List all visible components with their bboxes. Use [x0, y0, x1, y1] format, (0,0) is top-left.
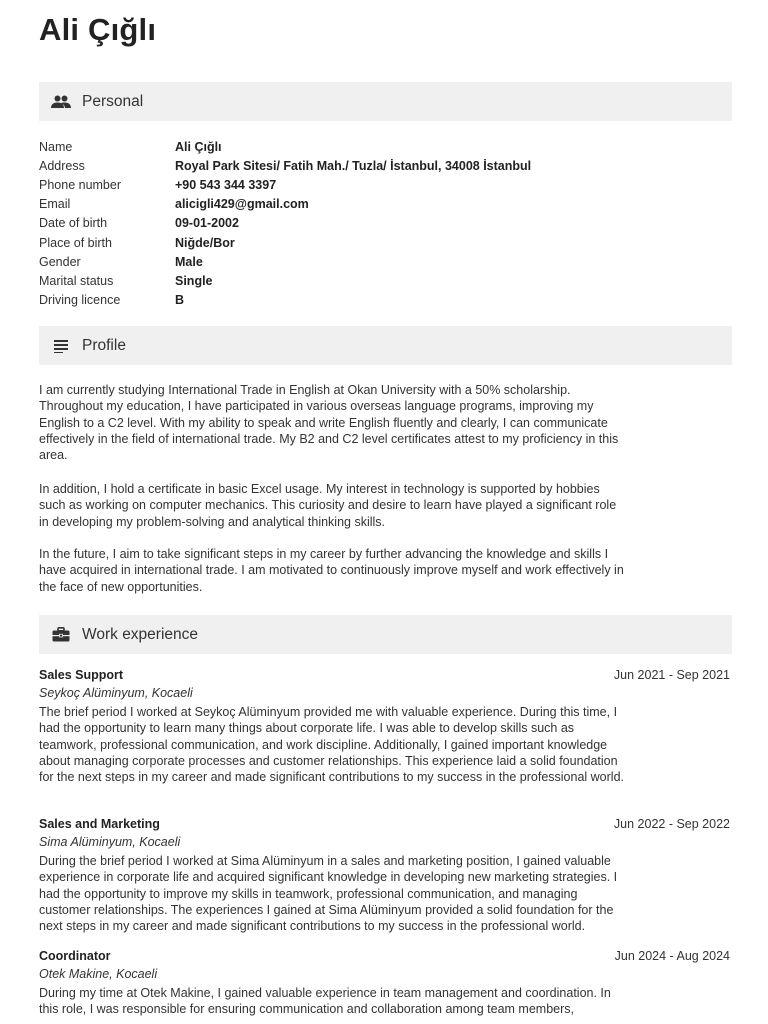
profile-paragraph: In the future, I aim to take significant steps in my career by further advancing the knowledge and skills I have acquired in international trade. I am motivated to continuously improve myself and work effectively in the face of new opportunities. [39, 547, 624, 594]
section-title: Profile [82, 336, 126, 354]
info-row [39, 252, 531, 271]
info-label: Date of birth [39, 216, 108, 231]
section-title: Work experience [82, 625, 199, 643]
info-value: Niğde/Bor [175, 235, 235, 250]
info-row [39, 271, 531, 290]
info-row [39, 195, 531, 214]
info-value: Single [175, 273, 213, 288]
info-row [39, 156, 531, 175]
section-header-personal [39, 82, 732, 121]
job-company: Sima Alüminyum, Kocaeli [39, 835, 181, 849]
info-value: alicigli429@gmail.com [175, 197, 309, 212]
job-entry [39, 947, 732, 1018]
job-title: Sales Support [39, 668, 124, 682]
text-lines-icon [50, 335, 72, 357]
info-value: Royal Park Sitesi/ Fatih Mah./ Tuzla/ İstanbul, 34008 İstanbul [175, 158, 532, 173]
job-company: Seykoç Alüminyum, Kocaeli [39, 686, 193, 700]
job-company: Otek Makine, Kocaeli [39, 967, 158, 981]
job-title: Coordinator [39, 949, 111, 963]
info-label: Name [39, 139, 73, 154]
section-title: Personal [82, 92, 144, 110]
people-icon [50, 91, 72, 113]
profile-paragraph: I am currently studying International Trade in English at Okan University with a 50% scholarship. Throughout my education, I have participated in various overseas language programs, improving my English to a C2 level. With my ability to speak and write English fluently and clearly, I can communicate effectively in the field of international trade. My B2 and C2 level certificates attest to my proficiency in this area. [39, 383, 619, 463]
info-row [39, 214, 531, 233]
profile-paragraph: In addition, I hold a certificate in basic Excel usage. My interest in technology is supported by hobbies such as working on computer mechanics. This curiosity and desire to learn have played a significant role in developing my problem-solving and analytical thinking skills. [39, 482, 617, 529]
job-description: During the brief period I worked at Sima Alüminyum in a sales and marketing position, I gained valuable experience in corporate life and acquired significant knowledge in developing new marketing strategies. I had the opportunity to improve my skills in teamwork, professional communication, and managing customer relationships. The experiences I gained at Sima Alüminyum provided a solid foundation for the next steps in my career and made significant contributions to my success in the professional world. [39, 854, 618, 934]
info-value: Male [175, 254, 203, 269]
info-row [39, 291, 531, 310]
info-row [39, 175, 531, 194]
job-entry [39, 666, 732, 785]
info-label: Email [39, 197, 71, 212]
info-value: +90 543 344 3397 [175, 177, 277, 192]
briefcase-icon [50, 624, 72, 646]
info-label: Driving licence [39, 293, 121, 308]
job-description: During my time at Otek Makine, I gained valuable experience in team management and coordination. In this role, I was responsible for ensuring communication and collaboration among team members, [39, 986, 611, 1017]
info-label: Place of birth [39, 235, 112, 250]
info-value: Ali Çığlı [175, 139, 222, 154]
section-header-profile [39, 326, 732, 365]
job-title: Sales and Marketing [39, 817, 160, 831]
info-row [39, 137, 531, 156]
section-header-work [39, 615, 732, 654]
job-date: Jun 2021 - Sep 2021 [613, 668, 730, 682]
info-value: B [175, 293, 185, 308]
info-label: Gender [39, 254, 81, 269]
info-row [39, 233, 531, 252]
job-entry [39, 815, 732, 934]
job-date: Jun 2024 - Aug 2024 [614, 949, 730, 963]
job-date: Jun 2022 - Sep 2022 [613, 817, 730, 831]
info-label: Phone number [39, 177, 122, 192]
info-value: 09-01-2002 [175, 216, 239, 231]
info-label: Address [39, 158, 85, 173]
info-label: Marital status [39, 273, 114, 288]
personal-info-list [39, 137, 531, 310]
job-description: The brief period I worked at Seykoç Alüminyum provided me with valuable experience. During this time, I had the opportunity to learn many things about corporate life. I was able to develop skills such as teamwork, professional communication, and work discipline. Additionally, I gained important knowledge about managing corporate processes and customer relationships. This experience laid a solid foundation for the next steps in my career and made significant contributions to my success in the professional world. [39, 705, 625, 785]
candidate-name: Ali Çığlı [39, 12, 157, 47]
